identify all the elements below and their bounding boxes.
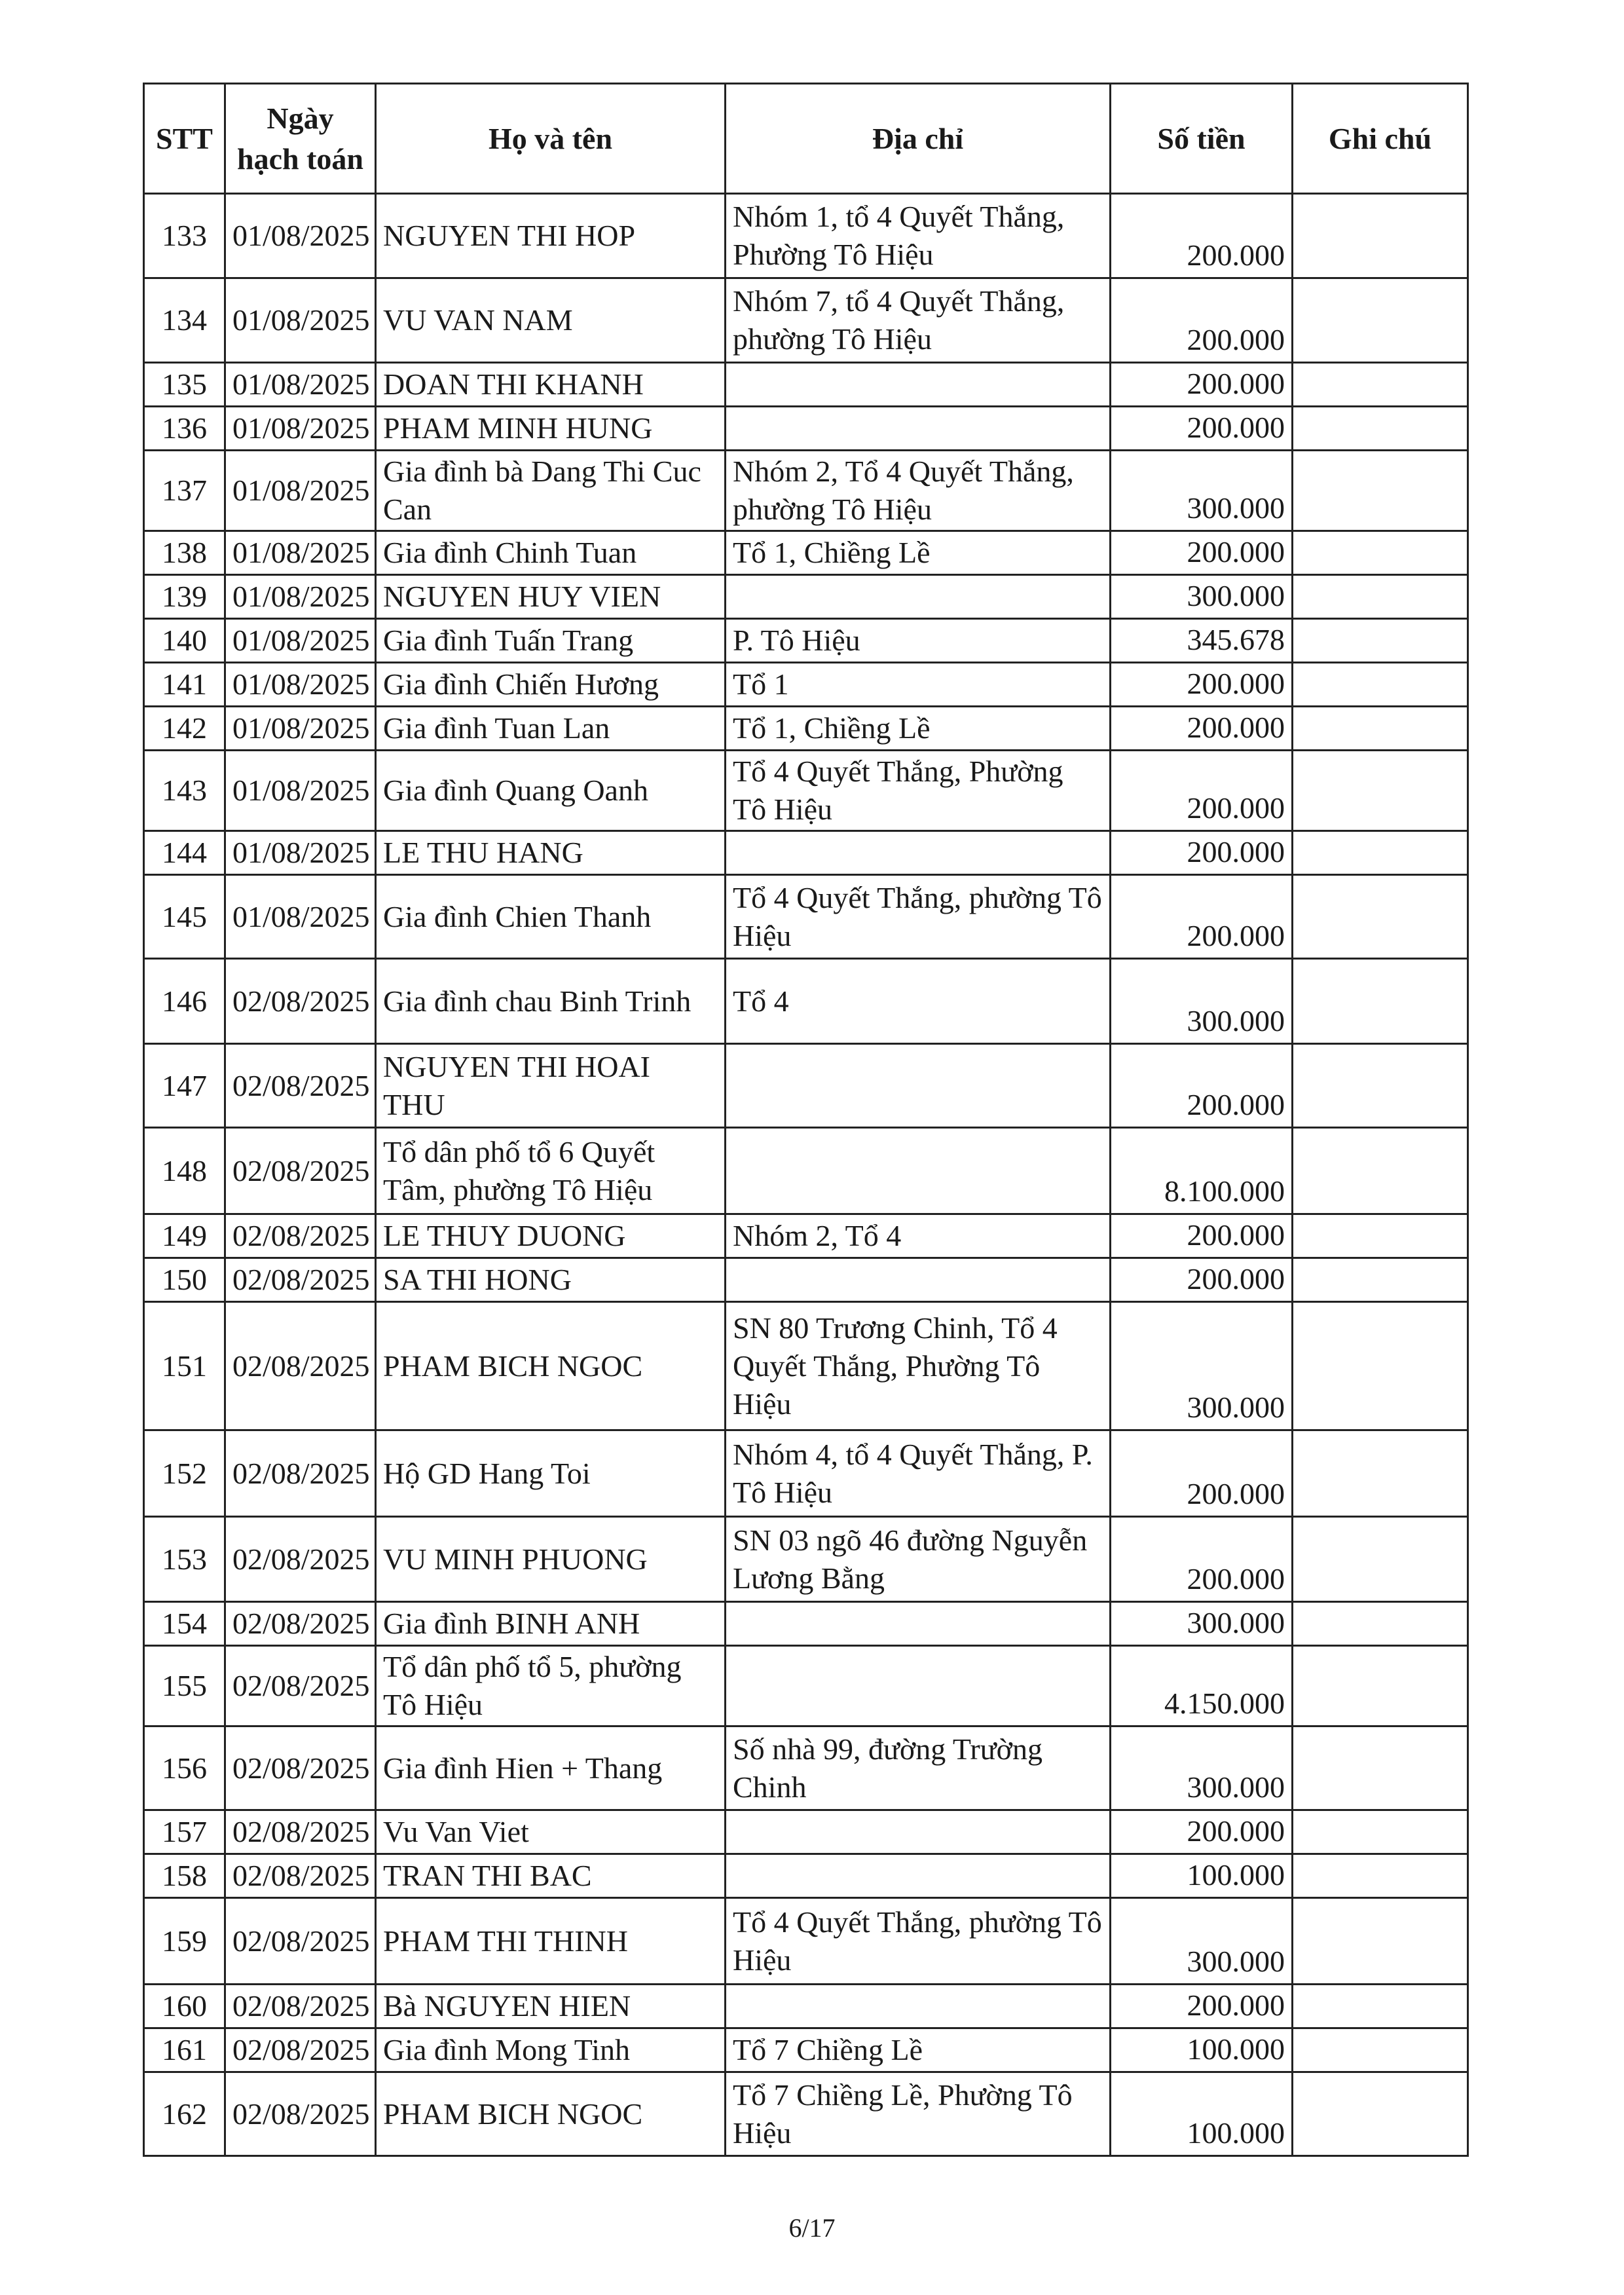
table-row [144,1214,1468,1258]
row-date: 01/08/2025 [225,363,376,407]
row-note [1293,1430,1468,1517]
row-address: Tổ 4 Quyết Thắng, phường Tô Hiệu [726,1898,1111,1985]
row-note [1293,707,1468,751]
row-note [1293,1128,1468,1214]
row-date: 02/08/2025 [225,1258,376,1302]
row-amount: 200.000 [1111,278,1293,363]
table-row [144,194,1468,278]
table-row [144,407,1468,451]
row-amount: 200.000 [1111,1985,1293,2028]
row-address [726,1646,1111,1726]
row-address: Số nhà 99, đường Trường Chinh [726,1726,1111,1810]
table-row [144,278,1468,363]
row-stt: 157 [144,1810,225,1854]
row-name: PHAM MINH HUNG [376,407,726,451]
row-amount: 100.000 [1111,2072,1293,2156]
row-amount: 300.000 [1111,959,1293,1044]
row-date: 01/08/2025 [225,278,376,363]
table-row [144,1985,1468,2028]
row-address: Nhóm 1, tổ 4 Quyết Thắng, Phường Tô Hiệu [726,194,1111,278]
row-amount: 200.000 [1111,407,1293,451]
row-address: Nhóm 7, tổ 4 Quyết Thắng, phường Tô Hiệu [726,278,1111,363]
row-name: Gia đình Tuấn Trang [376,619,726,663]
table-row [144,707,1468,751]
row-name: VU VAN NAM [376,278,726,363]
row-stt: 154 [144,1602,225,1646]
row-name: Gia đình Chien Thanh [376,875,726,959]
row-note [1293,1646,1468,1726]
row-address [726,1044,1111,1128]
row-note [1293,194,1468,278]
row-amount: 200.000 [1111,531,1293,575]
row-address: Tổ 4 Quyết Thắng, Phường Tô Hiệu [726,751,1111,831]
row-stt: 138 [144,531,225,575]
row-address: Tổ 4 [726,959,1111,1044]
row-amount: 200.000 [1111,663,1293,707]
table-row [144,1810,1468,1854]
row-name: Gia đình chau Binh Trinh [376,959,726,1044]
row-date: 02/08/2025 [225,1044,376,1128]
row-note [1293,1302,1468,1430]
table-row [144,2028,1468,2072]
row-address: Tổ 1 [726,663,1111,707]
row-date: 02/08/2025 [225,959,376,1044]
row-name: VU MINH PHUONG [376,1517,726,1602]
row-stt: 152 [144,1430,225,1517]
row-amount: 200.000 [1111,194,1293,278]
row-name: Gia đình Tuan Lan [376,707,726,751]
row-note [1293,1602,1468,1646]
row-note [1293,363,1468,407]
row-stt: 144 [144,831,225,875]
row-date: 02/08/2025 [225,1854,376,1898]
row-address [726,575,1111,619]
row-note [1293,959,1468,1044]
row-amount: 200.000 [1111,1430,1293,1517]
row-date: 02/08/2025 [225,1985,376,2028]
row-note [1293,1214,1468,1258]
row-name: Gia đình Quang Oanh [376,751,726,831]
row-amount: 200.000 [1111,363,1293,407]
table-row [144,831,1468,875]
row-date: 02/08/2025 [225,1898,376,1985]
row-address [726,363,1111,407]
row-amount: 300.000 [1111,1898,1293,1985]
row-date: 02/08/2025 [225,1602,376,1646]
row-address [726,1258,1111,1302]
row-address [726,1854,1111,1898]
header-name: Họ và tên [376,84,726,194]
table-row [144,451,1468,531]
row-date: 01/08/2025 [225,875,376,959]
row-amount: 200.000 [1111,1214,1293,1258]
row-date: 02/08/2025 [225,1726,376,1810]
row-note [1293,531,1468,575]
row-date: 02/08/2025 [225,1646,376,1726]
table-row [144,663,1468,707]
row-name: Hộ GD Hang Toi [376,1430,726,1517]
row-date: 02/08/2025 [225,1517,376,1602]
row-stt: 146 [144,959,225,1044]
row-stt: 134 [144,278,225,363]
table-row [144,1430,1468,1517]
row-stt: 161 [144,2028,225,2072]
row-stt: 160 [144,1985,225,2028]
row-address: Tổ 7 Chiềng Lề [726,2028,1111,2072]
row-address [726,1810,1111,1854]
row-address [726,1602,1111,1646]
row-stt: 153 [144,1517,225,1602]
table-row [144,1854,1468,1898]
row-stt: 140 [144,619,225,663]
row-amount: 4.150.000 [1111,1646,1293,1726]
row-date: 01/08/2025 [225,663,376,707]
row-date: 01/08/2025 [225,751,376,831]
row-name: Bà NGUYEN HIEN [376,1985,726,2028]
row-name: TRAN THI BAC [376,1854,726,1898]
row-date: 01/08/2025 [225,619,376,663]
row-amount: 200.000 [1111,1044,1293,1128]
table-row [144,2072,1468,2156]
row-stt: 143 [144,751,225,831]
row-stt: 150 [144,1258,225,1302]
row-stt: 147 [144,1044,225,1128]
row-note [1293,1258,1468,1302]
table-body [144,194,1468,2156]
row-amount: 300.000 [1111,1726,1293,1810]
row-amount: 300.000 [1111,1602,1293,1646]
donation-table [143,83,1469,2157]
row-stt: 145 [144,875,225,959]
row-name: Gia đình Hien + Thang [376,1726,726,1810]
row-stt: 135 [144,363,225,407]
row-stt: 137 [144,451,225,531]
table-row [144,1726,1468,1810]
row-note [1293,1044,1468,1128]
row-amount: 200.000 [1111,751,1293,831]
row-amount: 300.000 [1111,451,1293,531]
row-date: 02/08/2025 [225,2072,376,2156]
row-date: 01/08/2025 [225,194,376,278]
row-amount: 200.000 [1111,831,1293,875]
row-stt: 159 [144,1898,225,1985]
header-amount: Số tiền [1111,84,1293,194]
row-date: 01/08/2025 [225,831,376,875]
header-stt: STT [144,84,225,194]
row-address: Tổ 7 Chiềng Lề, Phường Tô Hiệu [726,2072,1111,2156]
row-stt: 155 [144,1646,225,1726]
row-name: Gia đình BINH ANH [376,1602,726,1646]
table-header [144,84,1468,194]
row-address [726,831,1111,875]
row-name: Gia đình bà Dang Thi Cuc Can [376,451,726,531]
row-address: Nhóm 2, Tổ 4 [726,1214,1111,1258]
row-note [1293,575,1468,619]
row-stt: 156 [144,1726,225,1810]
row-stt: 142 [144,707,225,751]
row-address: Tổ 4 Quyết Thắng, phường Tô Hiệu [726,875,1111,959]
row-name: Tổ dân phố tổ 6 Quyết Tâm, phường Tô Hiệu [376,1128,726,1214]
row-address: SN 80 Trương Chinh, Tổ 4 Quyết Thắng, Phường Tô Hiệu [726,1302,1111,1430]
row-date: 02/08/2025 [225,1214,376,1258]
row-name: PHAM BICH NGOC [376,2072,726,2156]
row-name: Gia đình Chiến Hương [376,663,726,707]
table-row [144,1128,1468,1214]
row-amount: 100.000 [1111,2028,1293,2072]
row-date: 01/08/2025 [225,407,376,451]
row-address [726,407,1111,451]
row-date: 02/08/2025 [225,2028,376,2072]
row-name: PHAM THI THINH [376,1898,726,1985]
table-row [144,531,1468,575]
row-address: Nhóm 2, Tổ 4 Quyết Thắng, phường Tô Hiệu [726,451,1111,531]
row-stt: 136 [144,407,225,451]
table-row [144,1646,1468,1726]
header-address: Địa chỉ [726,84,1111,194]
row-name: LE THU HANG [376,831,726,875]
row-note [1293,1898,1468,1985]
row-amount: 200.000 [1111,1517,1293,1602]
table-row [144,1602,1468,1646]
page-number: 6/17 [788,2213,836,2243]
table-row [144,575,1468,619]
row-name: NGUYEN HUY VIEN [376,575,726,619]
row-note [1293,1810,1468,1854]
row-amount: 200.000 [1111,707,1293,751]
header-row [144,84,1468,194]
row-note [1293,2028,1468,2072]
row-date: 02/08/2025 [225,1430,376,1517]
row-name: LE THUY DUONG [376,1214,726,1258]
row-name: Vu Van Viet [376,1810,726,1854]
row-note [1293,1726,1468,1810]
table-row [144,1044,1468,1128]
row-note [1293,831,1468,875]
row-address: Nhóm 4, tổ 4 Quyết Thắng, P. Tô Hiệu [726,1430,1111,1517]
row-name: PHAM BICH NGOC [376,1302,726,1430]
row-note [1293,1517,1468,1602]
table-row [144,1898,1468,1985]
row-stt: 151 [144,1302,225,1430]
row-address: SN 03 ngõ 46 đường Nguyễn Lương Bằng [726,1517,1111,1602]
row-name: NGUYEN THI HOAI THU [376,1044,726,1128]
table-row [144,1258,1468,1302]
row-date: 02/08/2025 [225,1810,376,1854]
row-stt: 133 [144,194,225,278]
header-note: Ghi chú [1293,84,1468,194]
row-note [1293,663,1468,707]
table-row [144,1302,1468,1430]
table-row [144,363,1468,407]
row-date: 02/08/2025 [225,1128,376,1214]
row-amount: 200.000 [1111,1258,1293,1302]
row-address: Tổ 1, Chiềng Lề [726,707,1111,751]
row-amount: 200.000 [1111,875,1293,959]
row-amount: 200.000 [1111,1810,1293,1854]
row-stt: 141 [144,663,225,707]
row-name: Gia đình Chinh Tuan [376,531,726,575]
row-stt: 139 [144,575,225,619]
header-date: Ngày hạch toán [225,84,376,194]
row-name: DOAN THI KHANH [376,363,726,407]
row-note [1293,875,1468,959]
row-note [1293,1985,1468,2028]
row-name: NGUYEN THI HOP [376,194,726,278]
row-address [726,1128,1111,1214]
row-note [1293,278,1468,363]
row-address [726,1985,1111,2028]
row-stt: 158 [144,1854,225,1898]
row-date: 01/08/2025 [225,575,376,619]
table-row [144,619,1468,663]
table-row [144,875,1468,959]
row-note [1293,451,1468,531]
row-date: 01/08/2025 [225,451,376,531]
table-row [144,1517,1468,1602]
row-stt: 162 [144,2072,225,2156]
row-name: Tổ dân phố tổ 5, phường Tô Hiệu [376,1646,726,1726]
table-row [144,959,1468,1044]
row-name: SA THI HONG [376,1258,726,1302]
row-note [1293,2072,1468,2156]
table-row [144,751,1468,831]
row-note [1293,751,1468,831]
row-date: 01/08/2025 [225,707,376,751]
row-amount: 300.000 [1111,575,1293,619]
row-date: 02/08/2025 [225,1302,376,1430]
row-date: 01/08/2025 [225,531,376,575]
row-stt: 148 [144,1128,225,1214]
row-amount: 345.678 [1111,619,1293,663]
row-note [1293,407,1468,451]
row-amount: 300.000 [1111,1302,1293,1430]
row-note [1293,619,1468,663]
row-amount: 8.100.000 [1111,1128,1293,1214]
row-note [1293,1854,1468,1898]
row-address: Tổ 1, Chiềng Lề [726,531,1111,575]
row-amount: 100.000 [1111,1854,1293,1898]
row-stt: 149 [144,1214,225,1258]
donation-table-container [143,83,1467,2157]
row-address: P. Tô Hiệu [726,619,1111,663]
row-name: Gia đình Mong Tinh [376,2028,726,2072]
